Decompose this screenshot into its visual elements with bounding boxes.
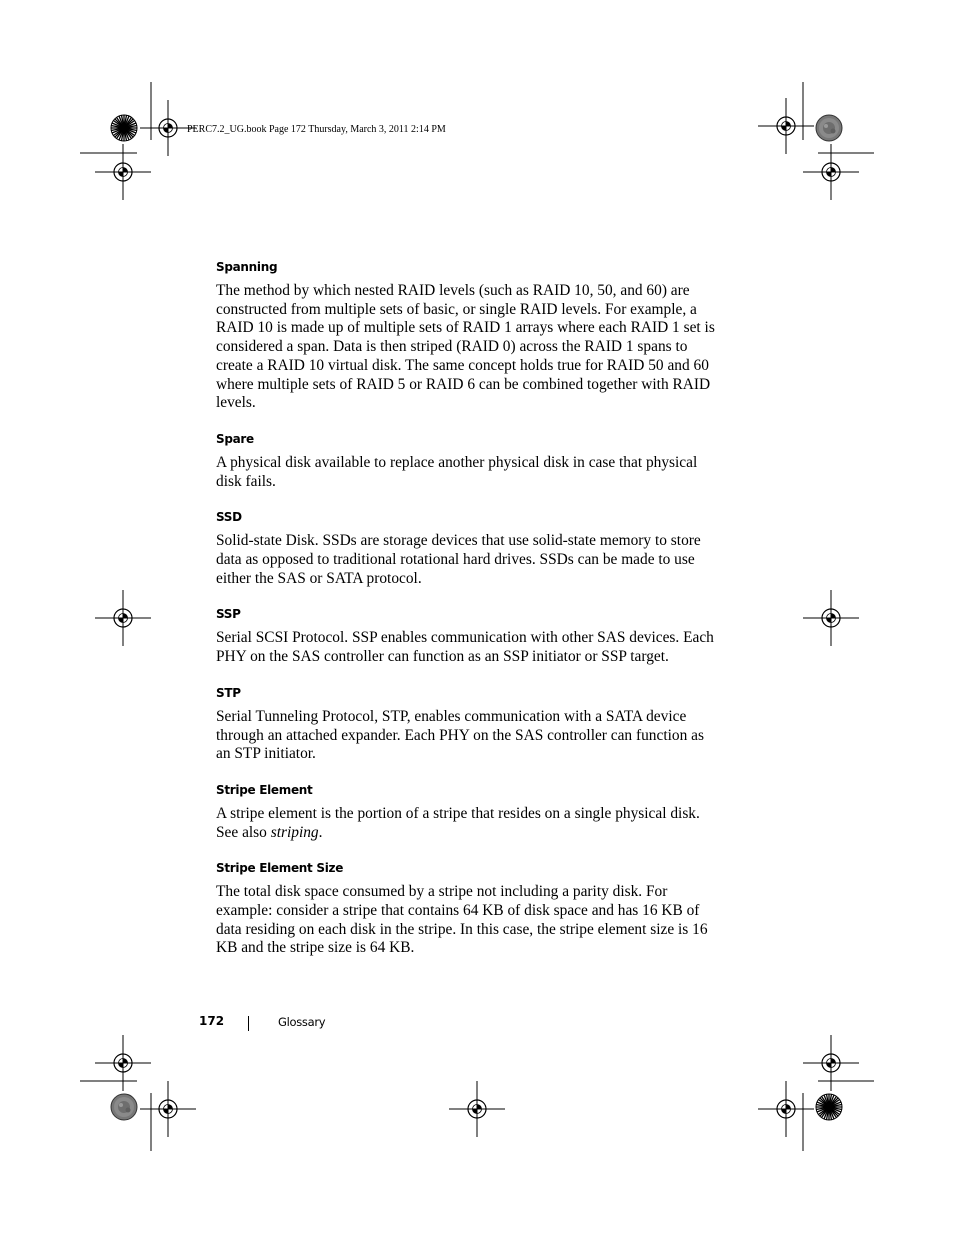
glossary-definition: Serial Tunneling Protocol, STP, enables communication with a SATA device through an attached expander. Each PHY on the SAS controller can function as an STP initiator. [216, 707, 704, 763]
glossary-entry-spare [216, 430, 716, 491]
definition-text-end: . [318, 823, 323, 841]
footer-divider [248, 1016, 249, 1031]
glossary-definition: Solid-state Disk. SSDs are storage devices that use solid-state memory to store data as opposed to traditional rotational hard drives. SSDs can be made to use either the SAS or SATA protocol. [216, 532, 701, 587]
glossary-definition: Serial SCSI Protocol. SSP enables communication with other SAS devices. Each PHY on the SAS controller can function as an SSP initiator or SSP target. [216, 629, 714, 666]
print-slug: PERC7.2_UG.book Page 172 Thursday, March 3, 2011 2:14 PM [187, 124, 446, 135]
glossary-entry-ssd [216, 508, 716, 588]
page-number: 172 [199, 1014, 225, 1028]
glossary-definition: The method by which nested RAID levels (such as RAID 10, 50, and 60) are constructed from multiple sets of basic, or single RAID levels. For example, a RAID 10 is made up of multiple sets of RAID 1 arrays where each RAID 1 set is considered a span. Data is then striped (RAID 0) across the RAID 1 spans to create a RAID 10 virtual disk. The same concept holds true for RAID 50 and 60 where multiple sets of RAID 5 or RAID 6 can be combined together with RAID levels. [216, 282, 715, 412]
glossary-entry-stripe-element [216, 781, 716, 842]
glossary-term: SSD [216, 510, 242, 525]
cross-reference-striping: striping [270, 823, 319, 841]
glossary-entry-stripe-element-size [216, 859, 716, 958]
glossary-definition: The total disk space consumed by a stripe not including a parity disk. For example: consider a stripe that contains 64 KB of disk space and has 16 KB of data residing on each disk in the stripe. In this case, the stripe element size is 16 KB and the stripe size is 64 KB. [216, 883, 708, 957]
glossary-definition: A physical disk available to replace another physical disk in case that physical disk fails. [216, 453, 698, 490]
glossary-term: Spanning [216, 260, 278, 274]
glossary-term: SSP [216, 607, 241, 622]
footer-section-title: Glossary [278, 1015, 326, 1029]
glossary-term: STP [216, 685, 241, 700]
glossary-entry-ssp [216, 605, 716, 666]
glossary-entry-stp [216, 684, 716, 764]
glossary-term: Stripe Element Size [216, 861, 344, 876]
glossary-term: Stripe Element [216, 782, 313, 797]
glossary-term: Spare [216, 431, 254, 446]
glossary-content [216, 258, 716, 975]
glossary-entry-spanning [216, 258, 716, 413]
glossary-definition [216, 805, 716, 842]
definition-text: A stripe element is the portion of a stripe that resides on a single physical disk. See also [216, 804, 700, 841]
